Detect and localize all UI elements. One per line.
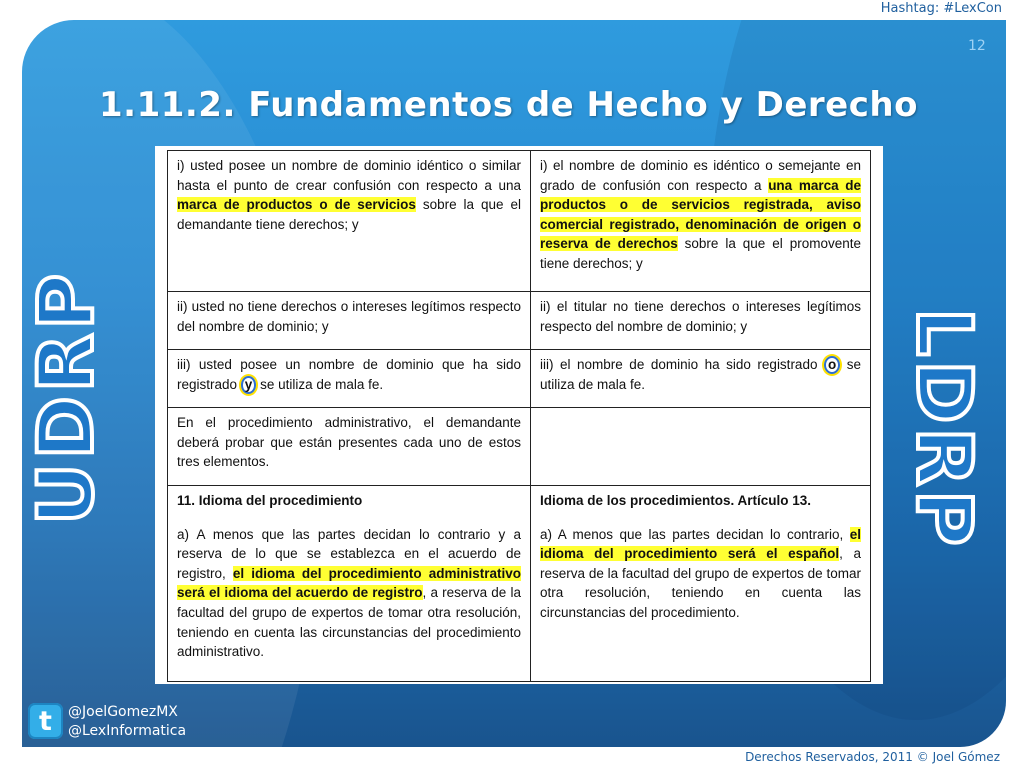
udrp-cell-4: En el procedimiento administrativo, el demandante deberá probar que están presentes cada uno de estos tres elementos.: [168, 408, 531, 486]
udrp-vertical-label: UDRP: [21, 269, 110, 525]
ldrp-vertical-label: LDRP: [900, 308, 989, 550]
table-row: [168, 151, 871, 292]
table-row: [168, 486, 871, 682]
social-handles: [68, 703, 186, 741]
highlighted-text: el idioma del procedimiento será el español: [540, 526, 861, 562]
ldrp-cell-5: Idioma de los procedimientos. Artículo 13. a) A menos que las partes decidan lo contrario, el idioma del procedimiento será el español, a reserva de la facultad del grupo de expertos de tomar otra resolución, teniendo en cuenta las circunstancias del procedimiento.: [531, 486, 871, 682]
table-row: [168, 408, 871, 486]
table-row: [168, 350, 871, 408]
twitter-icon: t: [28, 703, 63, 739]
ldrp-cell-1: i) el nombre de dominio es idéntico o semejante en grado de confusión con respecto a una marca de productos o de servicios registrada, aviso comercial registrado, denominación de origen o reserva de derechos sobre la que el promovente tiene derechos; y: [531, 151, 871, 292]
comparison-document-image: [155, 146, 883, 684]
udrp-cell-2: ii) usted no tiene derechos o intereses legítimos respecto del nombre de dominio; y: [168, 292, 531, 350]
ldrp-cell-3: iii) el nombre de dominio ha sido registrado o se utiliza de mala fe.: [531, 350, 871, 408]
table-row: [168, 292, 871, 350]
comparison-table: [167, 150, 871, 682]
highlighted-text: marca de productos o de servicios: [177, 197, 416, 213]
highlighted-text: una marca de productos o de servicios registrada, aviso comercial registrado, denominación de origen o reserva de derechos: [540, 177, 861, 252]
twitter-handle: @LexInformatica: [68, 723, 187, 739]
circled-conjunction: o: [824, 356, 840, 374]
copyright-footer: Derechos Reservados, 2011 © Joel Gómez: [745, 750, 1000, 764]
circled-conjunction: y: [241, 376, 257, 394]
udrp-cell-1: i) usted posee un nombre de dominio idéntico o similar hasta el punto de crear confusión con respecto a una marca de productos o de servicios sobre la que el demandante tiene derechos; y: [168, 151, 531, 292]
ldrp-cell-2: ii) el titular no tiene derechos o intereses legítimos respecto del nombre de dominio; y: [531, 292, 871, 350]
udrp-cell-3: iii) usted posee un nombre de dominio que ha sido registrado y se utiliza de mala fe.: [168, 350, 531, 408]
slide-title: 1.11.2. Fundamentos de Hecho y Derecho: [99, 85, 918, 125]
page-number: 12: [968, 38, 986, 54]
section-heading: Idioma de los procedimientos. Artículo 13.: [540, 493, 812, 508]
section-heading: 11. Idioma del procedimiento: [177, 493, 363, 508]
hashtag-label: Hashtag: #LexCon: [880, 1, 1002, 16]
twitter-handle: @JoelGomezMX: [68, 704, 178, 720]
highlighted-text: el idioma del procedimiento administrativo será el idioma del acuerdo de registro: [177, 565, 521, 601]
ldrp-cell-4: [531, 408, 871, 486]
udrp-cell-5: 11. Idioma del procedimiento a) A menos que las partes decidan lo contrario y a reserva de lo que se establezca en el acuerdo de registro, el idioma del procedimiento administrativo será el idioma del acuerdo de registro, a reserva de la facultad del grupo de expertos de tomar otra resolución, teniendo en cuenta las circunstancias del procedimiento administrativo.: [168, 486, 531, 682]
